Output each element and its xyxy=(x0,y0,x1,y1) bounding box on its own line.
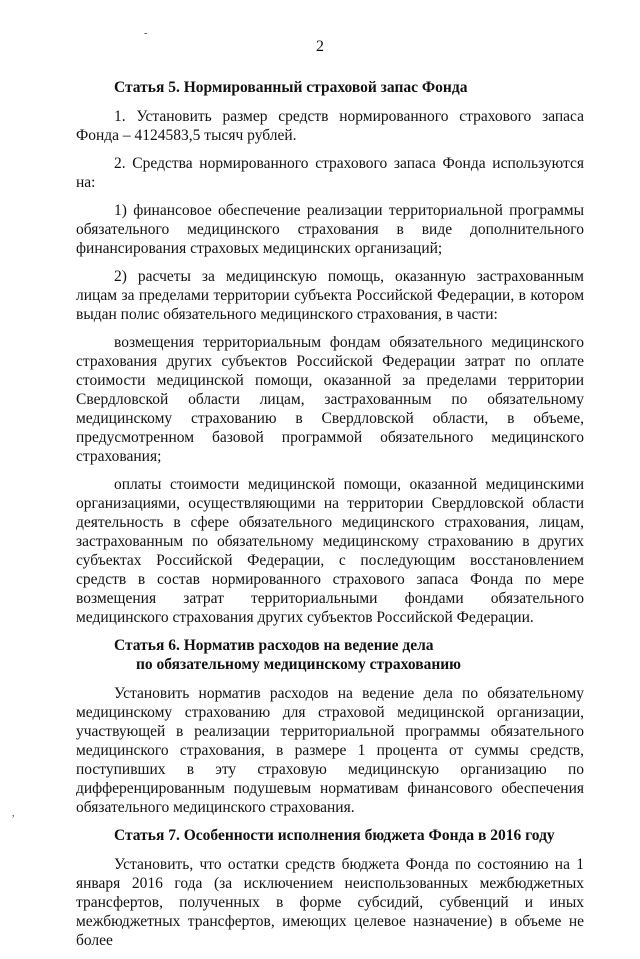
article-6-heading xyxy=(76,636,584,674)
document-body xyxy=(76,78,584,959)
article-6-paragraph-1: Установить норматив расходов на ведение дела по обязательному медицинскому страхованию для страховой медицинской организации, участвующей в реализации территориальной программы обязательного медицинского страхования, в размере 1 процента от суммы средств, поступивших в эту страховую медицинскую организацию по дифференцированным подушевым нормативам финансового обеспечения обязательного медицинского страхования. xyxy=(76,685,584,816)
article-7-heading: Статья 7. Особенности исполнения бюджета Фонда в 2016 году xyxy=(114,827,555,844)
page-number: 2 xyxy=(316,38,324,55)
article-5-paragraph-3: 1) финансовое обеспечение реализации территориальной программы обязательного медицинского страхования в виде дополнительного финансирования страховых медицинских организаций; xyxy=(76,202,584,257)
article-7-paragraph-1: Установить, что остатки средств бюджета Фонда по состоянию на 1 января 2016 года (за исключением неиспользованных межбюджетных трансфертов, полученных в форме субсидий, субвенций и иных межбюджетных трансфертов, имеющих целевое назначение) в объеме не более xyxy=(76,856,584,949)
article-5-paragraph-4: 2) расчеты за медицинскую помощь, оказанную застрахованным лицам за пределами территории субъекта Российской Федерации, в котором выдан полис обязательного медицинского страхования, в части: xyxy=(76,268,584,323)
scan-mark: , xyxy=(12,808,15,819)
article-6-heading-line-1: Статья 6. Норматив расходов на ведение дела xyxy=(114,637,434,654)
article-5-paragraph-1: 1. Установить размер средств нормированного страхового запаса Фонда – 4124583,5 тысяч рублей. xyxy=(76,108,584,144)
article-5-paragraph-6: оплаты стоимости медицинской помощи, оказанной медицинскими организациями, осуществляющими на территории Свердловской области деятельность в сфере обязательного медицинского страхования, лицам, застрахованным по обязательному медицинскому страхованию в других субъектах Российской Федерации, с последующим восстановлением средств в состав нормированного страхового запаса Фонда по мере возмещения затрат территориальными фондами обязательного медицинского страхования других субъектов Российской Федерации. xyxy=(76,476,584,626)
scan-mark: - xyxy=(144,28,148,39)
article-5-paragraph-5: возмещения территориальным фондам обязательного медицинского страхования других субъектов Российской Федерации затрат по оплате стоимости медицинской помощи, оказанной за пределами территории Свердловской области лицам, застрахованным по обязательному медицинскому страхованию в Свердловской области, в объеме, предусмотренном базовой программой обязательного медицинского страхования; xyxy=(76,334,584,465)
article-6-heading-line-2: по обязательному медицинскому страхованию xyxy=(136,656,462,673)
article-5-heading: Статья 5. Нормированный страховой запас Фонда xyxy=(114,79,468,96)
article-5-paragraph-2: 2. Средства нормированного страхового запаса Фонда используются на: xyxy=(76,155,584,191)
